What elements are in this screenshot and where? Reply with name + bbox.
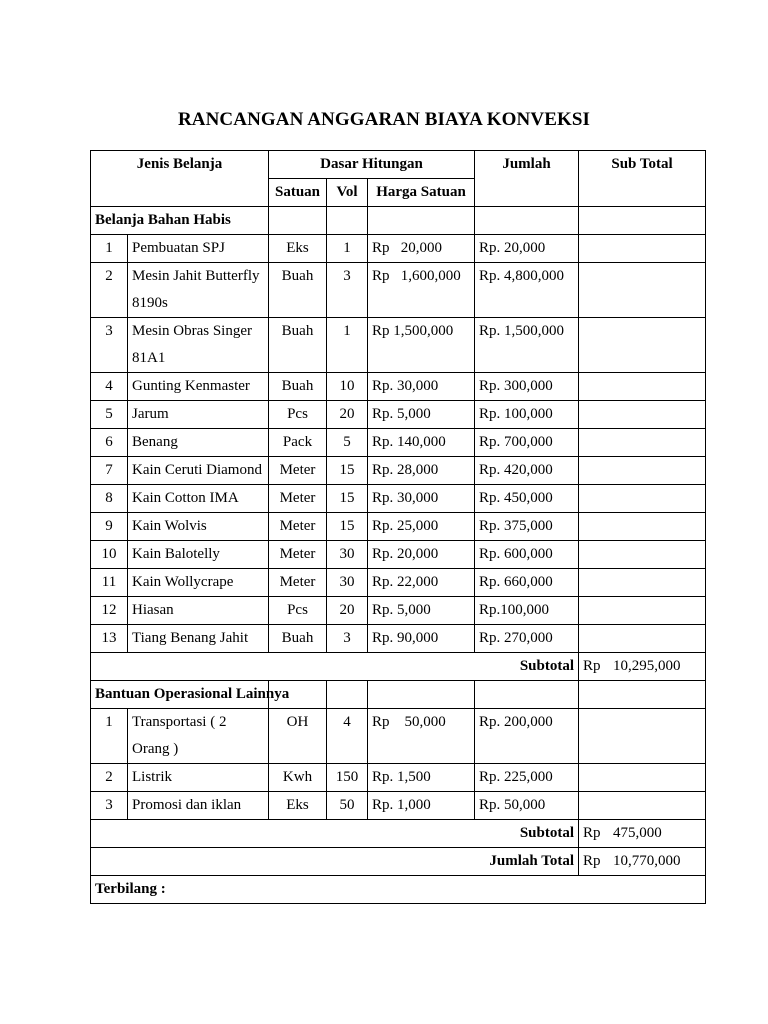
item-satuan: Meter — [269, 541, 327, 569]
empty-cell — [579, 207, 706, 235]
row-number: 2 — [91, 263, 128, 318]
section1-title-row — [91, 207, 706, 235]
table-row — [91, 429, 706, 457]
item-satuan: Pcs — [269, 597, 327, 625]
table-row — [91, 513, 706, 541]
item-satuan: Pack — [269, 429, 327, 457]
item-vol: 1 — [327, 235, 368, 263]
section2-title-row — [91, 681, 706, 709]
item-satuan: Meter — [269, 457, 327, 485]
item-name: Tiang Benang Jahit — [128, 625, 269, 653]
item-jumlah: Rp. 4,800,000 — [475, 263, 579, 318]
empty-cell — [475, 207, 579, 235]
total-value: 10,770,000 — [613, 853, 681, 869]
item-vol: 50 — [327, 792, 368, 820]
section-title: Belanja Bahan Habis — [91, 207, 269, 235]
currency-rp: Rp — [583, 825, 601, 841]
item-satuan: Meter — [269, 513, 327, 541]
item-harga: Rp 1,500,000 — [368, 318, 475, 373]
item-name: Kain Cotton IMA — [128, 485, 269, 513]
row-number: 13 — [91, 625, 128, 653]
item-name: Promosi dan iklan — [128, 792, 269, 820]
item-subtotal — [579, 597, 706, 625]
table-row — [91, 235, 706, 263]
item-jumlah: Rp. 375,000 — [475, 513, 579, 541]
item-name: Jarum — [128, 401, 269, 429]
currency-rp: Rp — [583, 853, 601, 869]
empty-cell — [269, 207, 327, 235]
item-harga: Rp. 140,000 — [368, 429, 475, 457]
item-name: Transportasi ( 2 Orang ) — [128, 709, 269, 764]
item-jumlah: Rp. 450,000 — [475, 485, 579, 513]
item-subtotal — [579, 569, 706, 597]
item-jumlah: Rp. 300,000 — [475, 373, 579, 401]
table-row — [91, 457, 706, 485]
item-name: Kain Ceruti Diamond — [128, 457, 269, 485]
item-satuan: Meter — [269, 485, 327, 513]
item-vol: 1 — [327, 318, 368, 373]
item-jumlah: Rp.100,000 — [475, 597, 579, 625]
empty-cell — [327, 207, 368, 235]
item-harga: Rp. 22,000 — [368, 569, 475, 597]
item-vol: 150 — [327, 764, 368, 792]
item-satuan: Buah — [269, 263, 327, 318]
item-vol: 20 — [327, 597, 368, 625]
item-subtotal — [579, 541, 706, 569]
empty-cell — [327, 681, 368, 709]
header-dasar-hitungan: Dasar Hitungan — [269, 151, 475, 179]
table-row — [91, 263, 706, 318]
item-name: Hiasan — [128, 597, 269, 625]
item-vol: 3 — [327, 625, 368, 653]
table-row — [91, 625, 706, 653]
currency-rp: Rp — [583, 658, 601, 674]
item-subtotal — [579, 764, 706, 792]
terbilang-label: Terbilang : — [91, 876, 706, 904]
row-number: 12 — [91, 597, 128, 625]
item-name: Mesin Obras Singer 81A1 — [128, 318, 269, 373]
subtotal-value-cell — [579, 653, 706, 681]
item-subtotal — [579, 485, 706, 513]
row-number: 5 — [91, 401, 128, 429]
item-subtotal — [579, 401, 706, 429]
header-sub-total: Sub Total — [579, 151, 706, 207]
item-satuan: Buah — [269, 373, 327, 401]
item-harga: Rp. 28,000 — [368, 457, 475, 485]
item-vol: 15 — [327, 513, 368, 541]
item-harga: Rp. 1,500 — [368, 764, 475, 792]
item-satuan: Eks — [269, 792, 327, 820]
item-subtotal — [579, 235, 706, 263]
item-subtotal — [579, 457, 706, 485]
item-subtotal — [579, 429, 706, 457]
table-row — [91, 569, 706, 597]
item-satuan: Buah — [269, 625, 327, 653]
subtotal-value-cell — [579, 820, 706, 848]
budget-table — [90, 150, 706, 904]
item-subtotal — [579, 792, 706, 820]
item-satuan: Kwh — [269, 764, 327, 792]
total-value-cell — [579, 848, 706, 876]
item-name: Listrik — [128, 764, 269, 792]
item-name: Pembuatan SPJ — [128, 235, 269, 263]
header-vol: Vol — [327, 179, 368, 207]
item-jumlah: Rp. 420,000 — [475, 457, 579, 485]
item-satuan: OH — [269, 709, 327, 764]
item-jumlah: Rp. 50,000 — [475, 792, 579, 820]
budget-table-body — [91, 151, 706, 904]
item-subtotal — [579, 625, 706, 653]
row-number: 10 — [91, 541, 128, 569]
row-number: 9 — [91, 513, 128, 541]
item-jumlah: Rp. 600,000 — [475, 541, 579, 569]
header-row-1 — [91, 151, 706, 179]
item-harga: Rp. 5,000 — [368, 401, 475, 429]
section1-subtotal-row — [91, 653, 706, 681]
section-title: Bantuan Operasional Lainnya — [91, 681, 269, 709]
item-name: Kain Balotelly — [128, 541, 269, 569]
item-jumlah: Rp. 270,000 — [475, 625, 579, 653]
empty-cell — [579, 681, 706, 709]
item-jumlah: Rp. 700,000 — [475, 429, 579, 457]
row-number: 7 — [91, 457, 128, 485]
item-subtotal — [579, 373, 706, 401]
row-number: 4 — [91, 373, 128, 401]
item-vol: 3 — [327, 263, 368, 318]
item-vol: 30 — [327, 541, 368, 569]
item-vol: 15 — [327, 485, 368, 513]
item-harga: Rp. 30,000 — [368, 485, 475, 513]
item-vol: 20 — [327, 401, 368, 429]
header-jenis-belanja: Jenis Belanja — [91, 151, 269, 207]
item-vol: 15 — [327, 457, 368, 485]
table-row — [91, 373, 706, 401]
item-jumlah: Rp. 1,500,000 — [475, 318, 579, 373]
subtotal-value: 475,000 — [613, 825, 662, 841]
item-jumlah: Rp. 100,000 — [475, 401, 579, 429]
table-row — [91, 709, 706, 764]
item-jumlah: Rp. 225,000 — [475, 764, 579, 792]
row-number: 3 — [91, 792, 128, 820]
row-number: 2 — [91, 764, 128, 792]
row-number: 1 — [91, 709, 128, 764]
item-harga: Rp 20,000 — [368, 235, 475, 263]
item-vol: 5 — [327, 429, 368, 457]
item-name: Mesin Jahit Butterfly 8190s — [128, 263, 269, 318]
header-jumlah: Jumlah — [475, 151, 579, 207]
item-vol: 10 — [327, 373, 368, 401]
subtotal-label: Subtotal — [91, 820, 579, 848]
item-harga: Rp. 1,000 — [368, 792, 475, 820]
total-label: Jumlah Total — [91, 848, 579, 876]
item-harga: Rp. 25,000 — [368, 513, 475, 541]
item-harga: Rp. 20,000 — [368, 541, 475, 569]
row-number: 8 — [91, 485, 128, 513]
subtotal-value: 10,295,000 — [613, 658, 681, 674]
item-harga: Rp. 30,000 — [368, 373, 475, 401]
row-number: 3 — [91, 318, 128, 373]
table-row — [91, 597, 706, 625]
section2-subtotal-row — [91, 820, 706, 848]
table-row — [91, 541, 706, 569]
item-name: Kain Wolvis — [128, 513, 269, 541]
item-satuan: Buah — [269, 318, 327, 373]
empty-cell — [368, 681, 475, 709]
item-harga: Rp 1,600,000 — [368, 263, 475, 318]
table-row — [91, 764, 706, 792]
item-name: Gunting Kenmaster — [128, 373, 269, 401]
row-number: 11 — [91, 569, 128, 597]
item-subtotal — [579, 263, 706, 318]
item-satuan: Eks — [269, 235, 327, 263]
total-row — [91, 848, 706, 876]
item-vol: 4 — [327, 709, 368, 764]
item-satuan: Pcs — [269, 401, 327, 429]
item-jumlah: Rp. 200,000 — [475, 709, 579, 764]
item-subtotal — [579, 709, 706, 764]
item-harga: Rp 50,000 — [368, 709, 475, 764]
table-row — [91, 485, 706, 513]
table-row — [91, 792, 706, 820]
header-satuan: Satuan — [269, 179, 327, 207]
item-harga: Rp. 90,000 — [368, 625, 475, 653]
item-name: Benang — [128, 429, 269, 457]
document-title: RANCANGAN ANGGARAN BIAYA KONVEKSI — [177, 109, 591, 130]
item-subtotal — [579, 513, 706, 541]
item-vol: 30 — [327, 569, 368, 597]
empty-cell — [475, 681, 579, 709]
item-jumlah: Rp. 660,000 — [475, 569, 579, 597]
item-name: Kain Wollycrape — [128, 569, 269, 597]
row-number: 6 — [91, 429, 128, 457]
item-jumlah: Rp. 20,000 — [475, 235, 579, 263]
empty-cell — [368, 207, 475, 235]
subtotal-label: Subtotal — [91, 653, 579, 681]
row-number: 1 — [91, 235, 128, 263]
item-subtotal — [579, 318, 706, 373]
header-harga-satuan: Harga Satuan — [368, 179, 475, 207]
item-harga: Rp. 5,000 — [368, 597, 475, 625]
table-row — [91, 401, 706, 429]
table-row — [91, 318, 706, 373]
item-satuan: Meter — [269, 569, 327, 597]
terbilang-row — [91, 876, 706, 904]
